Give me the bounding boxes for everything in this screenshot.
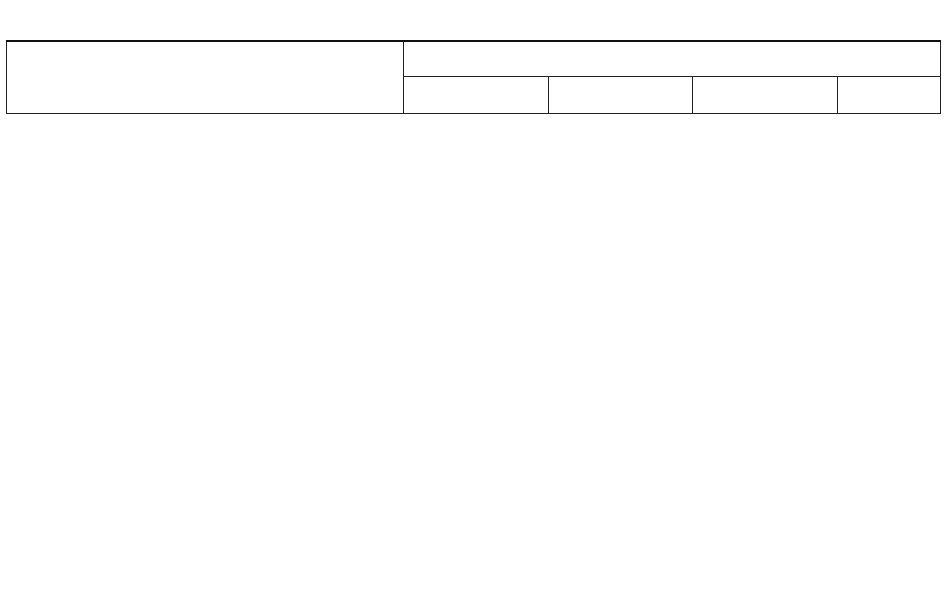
zone-header (693, 76, 838, 113)
building-type-header (7, 41, 404, 113)
cooling-load-table (6, 40, 941, 114)
climate-zone-header (404, 41, 941, 76)
zone-header (549, 76, 693, 113)
zone-header (404, 76, 549, 113)
zone-header (838, 76, 941, 113)
